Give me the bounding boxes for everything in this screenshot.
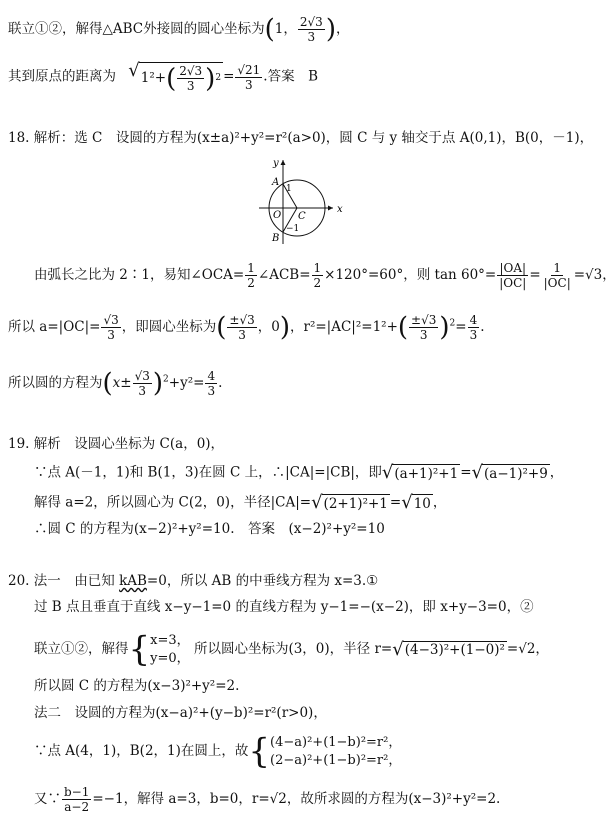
radicand-text: 1²+ xyxy=(140,69,167,86)
radical-sign: √ xyxy=(401,492,413,513)
radicand: (2+1)²+1 xyxy=(323,495,388,512)
label-c: C xyxy=(298,211,306,222)
open-paren: ( xyxy=(166,63,177,94)
text: 20. 法一 由已知 xyxy=(8,573,115,589)
p18-head-text: 18. 解析：选 C 设圆的方程为(x±a)²+y²=r²(a>0)，圆 C 与 y 轴交于点 A(0,1)，B(0，－1)， xyxy=(8,130,594,146)
radical-sign: √ xyxy=(392,638,404,660)
p20-line4 xyxy=(34,680,239,694)
radical-sign: √ xyxy=(311,492,323,513)
text: 过 B 点且垂直于直线 x−y−1=0 的直线方程为 y−1=−(x−2)，即 x+y−3=0，② xyxy=(34,599,534,615)
frac-num: b−1 xyxy=(64,785,90,799)
frac-num: √3 xyxy=(134,369,150,383)
text: ∠ACB= xyxy=(257,267,311,283)
frac-den: 3 xyxy=(138,384,147,398)
open-paren: ( xyxy=(216,312,227,343)
distance-sqrt xyxy=(128,62,223,92)
text: 又∵ xyxy=(34,791,61,807)
half-fraction xyxy=(312,262,324,289)
p20-line5 xyxy=(34,707,327,721)
text: ， xyxy=(432,494,447,511)
text: =0，所以 AB 的中垂线方程为 x=3.① xyxy=(146,573,379,589)
radical-sign: √ xyxy=(381,462,394,483)
frac-num: √3 xyxy=(103,313,119,327)
exponent: 2 xyxy=(163,374,169,385)
frac-num: √21 xyxy=(237,62,261,77)
frac-den: 2 xyxy=(247,276,255,290)
frac-num: 1 xyxy=(553,261,562,275)
text: x± xyxy=(112,375,132,391)
open-paren: ( xyxy=(102,368,113,399)
p20-head xyxy=(8,575,378,589)
system-eq: (2−a)²+(1−b)²=r²， xyxy=(270,752,402,768)
p18-head xyxy=(8,132,593,146)
equals: = xyxy=(460,464,472,481)
frac-num: 2√3 xyxy=(179,64,203,78)
exponent: 2 xyxy=(449,318,456,329)
inner-fraction xyxy=(177,65,204,92)
text: ，r²=|AC|²=1²+ xyxy=(290,319,398,335)
frac-num: ±√3 xyxy=(411,313,437,327)
radicand: (a−1)²+9 xyxy=(484,465,548,482)
p18-line3 xyxy=(8,314,485,341)
label-b: B xyxy=(272,233,280,244)
sqrt xyxy=(382,464,460,482)
text: ×120°=60°，则 tan 60°= xyxy=(324,267,497,283)
text: 所以圆心坐标为(3，0)，半径 r= xyxy=(193,641,393,658)
p20-line3 xyxy=(34,629,549,670)
result-fraction xyxy=(205,370,217,397)
p19-line2 xyxy=(34,464,563,482)
half-fraction xyxy=(245,262,257,289)
text: 法二 设圆的方程为(x−a)²+(y−b)²=r²(r>0)， xyxy=(34,705,327,721)
center-x: 1， xyxy=(274,21,297,37)
frac-den: 3 xyxy=(207,384,216,398)
center-y-fraction xyxy=(298,16,325,43)
text: 19. 解析 设圆心坐标为 C(a，0)， xyxy=(8,436,225,452)
text: ∵点 A(4，1)，B(2，1)在圆上，故 xyxy=(34,743,249,760)
text: 所以圆的方程为 xyxy=(8,375,103,391)
punct: ， xyxy=(335,21,350,37)
radicand: 10 xyxy=(413,495,431,512)
text: 解得 a=2，所以圆心为 C(2，0)，半径|CA|= xyxy=(34,494,312,511)
a-fraction xyxy=(101,314,120,341)
p1-line1 xyxy=(8,16,349,43)
answer-text: .答案 B xyxy=(263,68,319,85)
p20-line7 xyxy=(34,786,500,813)
system-brace: { xyxy=(248,731,271,772)
radical-sign: √ xyxy=(471,462,483,483)
text: +y²= xyxy=(168,375,205,391)
text: =√2， xyxy=(506,641,549,658)
frac-den: 3 xyxy=(469,328,478,342)
text: 由弧长之比为 2∶1，易知∠OCA= xyxy=(34,267,245,283)
text: =√3， xyxy=(573,267,616,283)
p1-line1-text: 联立①②，解得△ABC外接圆的圆心坐标为 xyxy=(8,21,265,37)
p18-line4 xyxy=(8,370,222,397)
text: . xyxy=(480,319,485,335)
text: 联立①②，解得 xyxy=(34,641,129,658)
frac-den: |OC| xyxy=(543,276,571,290)
inner-fraction xyxy=(133,370,152,397)
exponent: 2 xyxy=(215,73,222,83)
label-one: 1 xyxy=(286,184,292,194)
close-paren: ) xyxy=(325,14,336,45)
system-eq: x=3， xyxy=(150,633,190,648)
label-neg1: −1 xyxy=(286,224,300,234)
text: ，即圆心坐标为 xyxy=(121,319,217,335)
p1-line2-text: 其到原点的距离为 xyxy=(8,68,116,85)
frac-den: 3 xyxy=(419,328,428,342)
p1-line2 xyxy=(8,62,318,92)
x-arrow xyxy=(328,206,333,211)
label-x: x xyxy=(337,204,343,215)
one-oc-fraction xyxy=(542,262,573,289)
frac-den: 3 xyxy=(238,328,246,342)
label-o: O xyxy=(273,210,282,221)
text: ∵点 A(－1，1)和 B(1，3)在圆 C 上，∴|CA|=|CB|，即 xyxy=(34,464,382,481)
system-brace: { xyxy=(128,629,151,670)
text: ，0 xyxy=(257,319,280,335)
frac-num: |OA| xyxy=(499,261,527,275)
frac-num: 4 xyxy=(469,313,478,327)
frac-den: 2 xyxy=(313,276,322,290)
label-a: A xyxy=(272,177,280,188)
oa-oc-fraction xyxy=(497,262,528,289)
system-eq: y=0， xyxy=(150,650,190,666)
slope-k-ab: kAB xyxy=(119,573,147,589)
p19-line3 xyxy=(34,494,446,512)
sq-fraction xyxy=(409,314,438,341)
frac-den: |OC| xyxy=(499,276,527,290)
text: 所以圆 C 的方程为(x−3)²+y²=2. xyxy=(34,678,240,694)
close-paren: ) xyxy=(439,312,450,343)
frac-den: a−2 xyxy=(64,800,90,814)
close-paren: ) xyxy=(152,368,164,399)
p18-line2 xyxy=(34,262,616,289)
equals: = xyxy=(529,267,541,283)
y-arrow xyxy=(281,160,286,165)
sqrt xyxy=(311,494,390,512)
text: ， xyxy=(549,464,564,481)
sqrt xyxy=(401,494,433,512)
p19-line4 xyxy=(34,523,385,537)
system xyxy=(150,632,190,667)
frac-den: 3 xyxy=(245,77,253,92)
system-eq: (4−a)²+(1−b)²=r²， xyxy=(270,735,402,750)
radical-sign: √ xyxy=(128,60,140,81)
p20-line2 xyxy=(34,601,534,615)
close-paren: ) xyxy=(279,312,290,343)
center-fraction xyxy=(227,314,256,341)
frac-num: 1 xyxy=(247,261,255,275)
p20-line6 xyxy=(34,731,402,772)
radicand: (a+1)²+1 xyxy=(394,465,459,482)
label-y: y xyxy=(273,158,279,169)
radicand: (4−3)²+(1−0)² xyxy=(404,642,505,659)
equals: = xyxy=(223,68,235,85)
result-fraction xyxy=(468,314,480,341)
frac-den: 3 xyxy=(307,30,316,44)
frac-num: 4 xyxy=(207,369,216,383)
frac-num: 1 xyxy=(313,261,322,275)
frac-den: 3 xyxy=(107,328,115,342)
equals: = xyxy=(455,319,467,335)
system xyxy=(270,734,401,769)
equals: = xyxy=(389,494,402,511)
text: =−1，解得 a=3，b=0，r=√2，故所求圆的方程为(x−3)²+y²=2. xyxy=(92,791,501,807)
sqrt xyxy=(472,464,550,482)
text: 所以 a=|OC|= xyxy=(8,319,101,335)
circle-diagram xyxy=(253,156,373,248)
open-paren: ( xyxy=(264,14,275,45)
text: . xyxy=(218,375,223,391)
frac-num: ±√3 xyxy=(229,313,255,327)
frac-den: 3 xyxy=(186,79,195,93)
close-paren: ) xyxy=(205,63,216,94)
sqrt xyxy=(392,638,507,660)
p19-head xyxy=(8,438,224,452)
slope-fraction xyxy=(62,786,91,813)
open-paren: ( xyxy=(397,312,409,343)
text: ∴圆 C 的方程为(x−2)²+y²=10. 答案 (x−2)²+y²=10 xyxy=(34,521,385,537)
radicand xyxy=(139,62,223,92)
result-fraction xyxy=(235,64,262,91)
frac-num: 2√3 xyxy=(299,15,323,29)
